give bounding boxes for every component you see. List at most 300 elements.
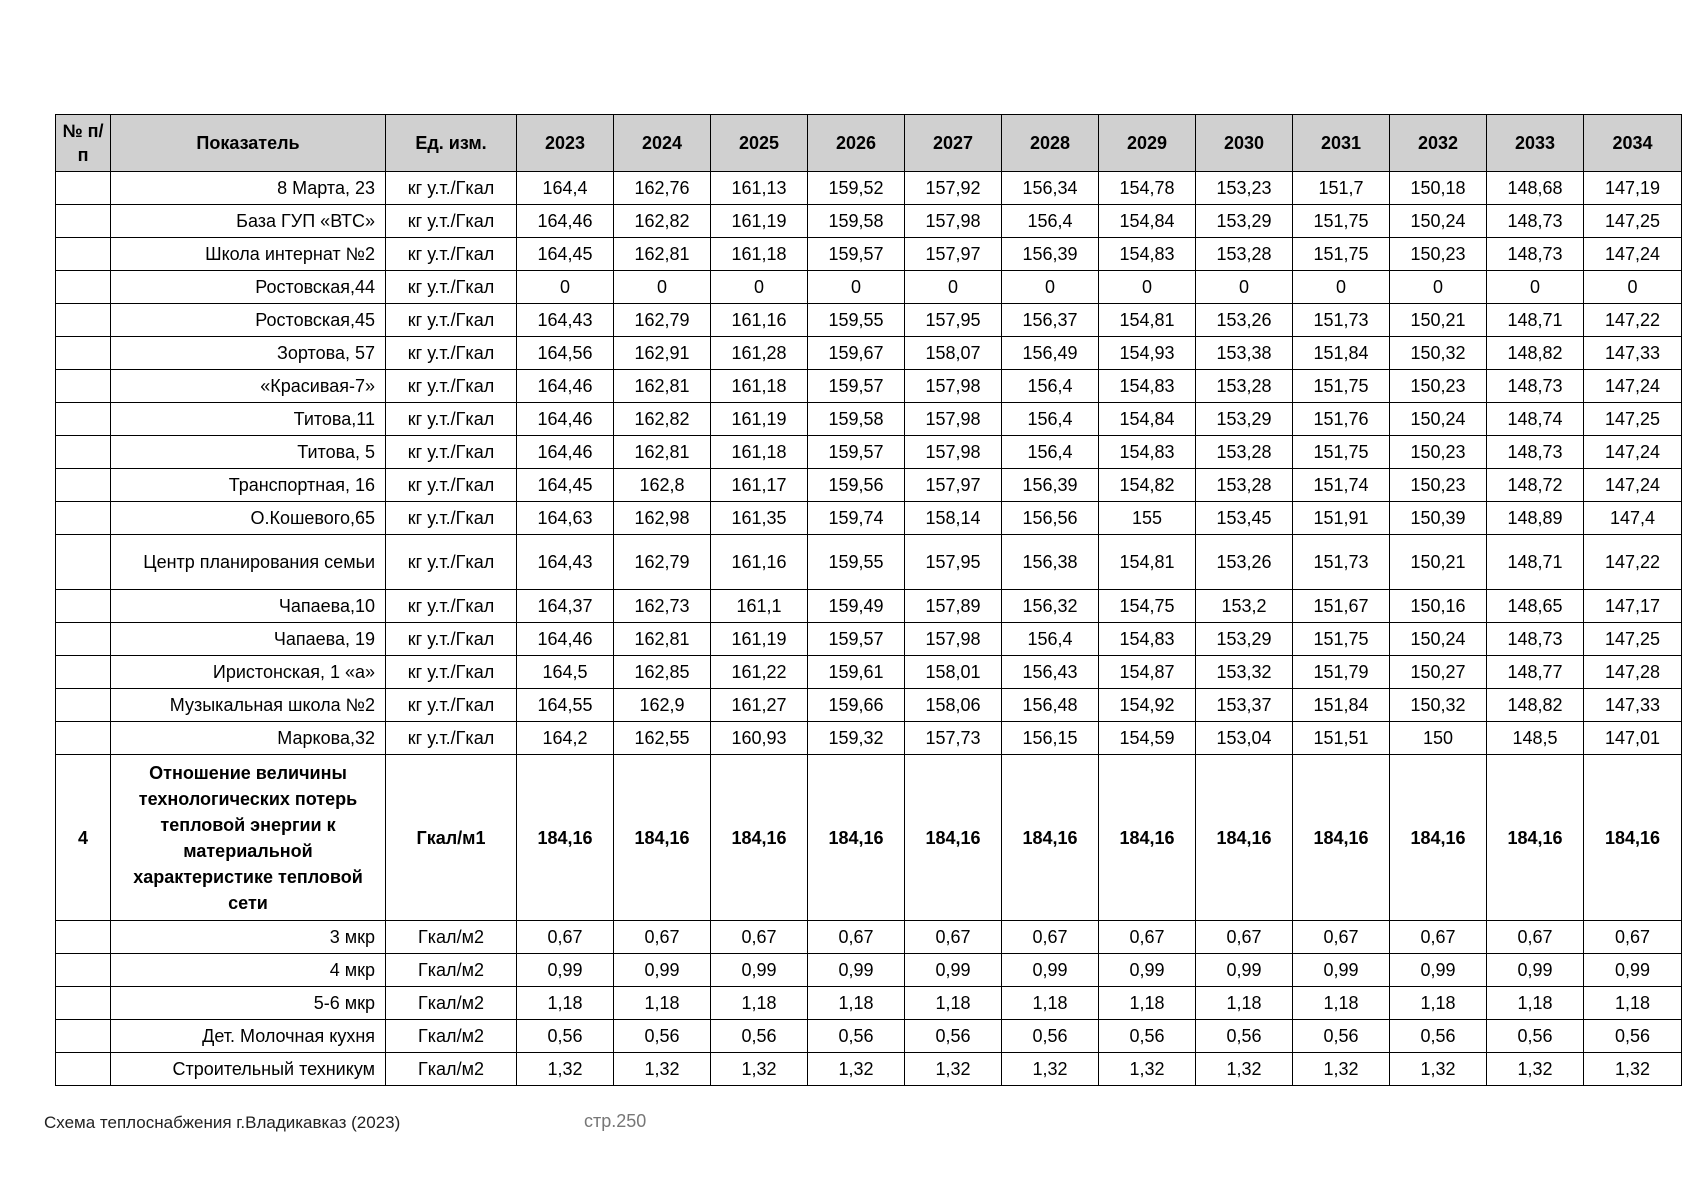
row-unit-cell: Гкал/м2 bbox=[386, 954, 517, 987]
row-value-cell: 0 bbox=[1196, 271, 1293, 304]
row-value-cell: 157,92 bbox=[905, 172, 1002, 205]
row-value-cell: 148,82 bbox=[1487, 689, 1584, 722]
row-value-cell: 1,18 bbox=[517, 987, 614, 1020]
row-value-cell: 156,39 bbox=[1002, 238, 1099, 271]
row-num-cell bbox=[56, 370, 111, 403]
table-section-row bbox=[56, 755, 1682, 921]
row-unit-cell: кг у.т./Гкал bbox=[386, 238, 517, 271]
row-value-cell: 147,17 bbox=[1584, 590, 1682, 623]
row-value-cell: 153,28 bbox=[1196, 436, 1293, 469]
row-value-cell: 0,67 bbox=[905, 921, 1002, 954]
row-value-cell: 154,83 bbox=[1099, 436, 1196, 469]
table-row bbox=[56, 370, 1682, 403]
row-value-cell: 0,99 bbox=[1293, 954, 1390, 987]
row-value-cell: 159,58 bbox=[808, 403, 905, 436]
row-value-cell: 158,07 bbox=[905, 337, 1002, 370]
row-value-cell: 157,98 bbox=[905, 205, 1002, 238]
row-value-cell: 151,75 bbox=[1293, 238, 1390, 271]
row-value-cell: 157,89 bbox=[905, 590, 1002, 623]
row-value-cell: 159,49 bbox=[808, 590, 905, 623]
row-value-cell: 0 bbox=[905, 271, 1002, 304]
row-value-cell: 157,98 bbox=[905, 403, 1002, 436]
row-value-cell: 147,01 bbox=[1584, 722, 1682, 755]
row-indicator-cell: Музыкальная школа №2 bbox=[111, 689, 386, 722]
row-value-cell: 148,73 bbox=[1487, 238, 1584, 271]
row-value-cell: 1,18 bbox=[614, 987, 711, 1020]
row-value-cell: 1,18 bbox=[1487, 987, 1584, 1020]
row-value-cell: 157,95 bbox=[905, 304, 1002, 337]
row-value-cell: 148,71 bbox=[1487, 304, 1584, 337]
row-value-cell: 1,32 bbox=[808, 1053, 905, 1086]
row-indicator-cell: Школа интернат №2 bbox=[111, 238, 386, 271]
row-value-cell: 161,16 bbox=[711, 304, 808, 337]
row-value-cell: 153,26 bbox=[1196, 304, 1293, 337]
row-value-cell: 147,33 bbox=[1584, 689, 1682, 722]
row-value-cell: 161,16 bbox=[711, 535, 808, 590]
row-value-cell: 162,81 bbox=[614, 238, 711, 271]
row-unit-cell: кг у.т./Гкал bbox=[386, 172, 517, 205]
row-value-cell: 184,16 bbox=[1099, 755, 1196, 921]
row-indicator-cell: Дет. Молочная кухня bbox=[111, 1020, 386, 1053]
row-value-cell: 161,27 bbox=[711, 689, 808, 722]
footer-document-title: Схема теплоснабжения г.Владикавказ (2023) bbox=[44, 1113, 401, 1132]
row-value-cell: 148,65 bbox=[1487, 590, 1584, 623]
row-value-cell: 154,78 bbox=[1099, 172, 1196, 205]
row-value-cell: 159,57 bbox=[808, 238, 905, 271]
row-value-cell: 0,56 bbox=[808, 1020, 905, 1053]
row-value-cell: 153,29 bbox=[1196, 205, 1293, 238]
row-num-cell bbox=[56, 1053, 111, 1086]
row-value-cell: 151,73 bbox=[1293, 304, 1390, 337]
row-unit-cell: Гкал/м2 bbox=[386, 921, 517, 954]
row-value-cell: 162,81 bbox=[614, 623, 711, 656]
row-indicator-cell: О.Кошевого,65 bbox=[111, 502, 386, 535]
row-value-cell: 156,37 bbox=[1002, 304, 1099, 337]
row-value-cell: 154,75 bbox=[1099, 590, 1196, 623]
table-row bbox=[56, 172, 1682, 205]
table-row bbox=[56, 238, 1682, 271]
row-unit-cell: кг у.т./Гкал bbox=[386, 337, 517, 370]
row-value-cell: 154,83 bbox=[1099, 623, 1196, 656]
row-value-cell: 151,84 bbox=[1293, 337, 1390, 370]
row-value-cell: 184,16 bbox=[1196, 755, 1293, 921]
row-value-cell: 154,93 bbox=[1099, 337, 1196, 370]
table-row bbox=[56, 469, 1682, 502]
row-value-cell: 148,73 bbox=[1487, 436, 1584, 469]
row-value-cell: 156,4 bbox=[1002, 623, 1099, 656]
row-value-cell: 154,81 bbox=[1099, 304, 1196, 337]
row-value-cell: 148,5 bbox=[1487, 722, 1584, 755]
table-row bbox=[56, 623, 1682, 656]
row-value-cell: 159,74 bbox=[808, 502, 905, 535]
row-value-cell: 0 bbox=[1487, 271, 1584, 304]
row-num-cell bbox=[56, 304, 111, 337]
row-value-cell: 164,46 bbox=[517, 623, 614, 656]
row-value-cell: 157,98 bbox=[905, 623, 1002, 656]
row-value-cell: 150,21 bbox=[1390, 535, 1487, 590]
row-num-cell bbox=[56, 238, 111, 271]
row-value-cell: 153,37 bbox=[1196, 689, 1293, 722]
row-num-cell: 4 bbox=[56, 755, 111, 921]
row-indicator-cell: Иристонская, 1 «а» bbox=[111, 656, 386, 689]
row-value-cell: 151,75 bbox=[1293, 436, 1390, 469]
row-value-cell: 150 bbox=[1390, 722, 1487, 755]
row-value-cell: 154,84 bbox=[1099, 403, 1196, 436]
row-value-cell: 147,28 bbox=[1584, 656, 1682, 689]
row-value-cell: 153,28 bbox=[1196, 370, 1293, 403]
row-num-cell bbox=[56, 502, 111, 535]
row-value-cell: 0 bbox=[1584, 271, 1682, 304]
row-value-cell: 0,99 bbox=[1099, 954, 1196, 987]
row-value-cell: 151,75 bbox=[1293, 205, 1390, 238]
header-year: 2033 bbox=[1487, 115, 1584, 172]
row-value-cell: 156,48 bbox=[1002, 689, 1099, 722]
row-value-cell: 0,67 bbox=[808, 921, 905, 954]
row-value-cell: 154,92 bbox=[1099, 689, 1196, 722]
header-year: 2030 bbox=[1196, 115, 1293, 172]
row-value-cell: 150,18 bbox=[1390, 172, 1487, 205]
row-value-cell: 147,25 bbox=[1584, 403, 1682, 436]
row-value-cell: 184,16 bbox=[1002, 755, 1099, 921]
table-row bbox=[56, 921, 1682, 954]
row-unit-cell: кг у.т./Гкал bbox=[386, 436, 517, 469]
row-indicator-cell: Ростовская,44 bbox=[111, 271, 386, 304]
row-value-cell: 159,56 bbox=[808, 469, 905, 502]
row-value-cell: 0,99 bbox=[1584, 954, 1682, 987]
row-value-cell: 159,32 bbox=[808, 722, 905, 755]
row-indicator-cell: Чапаева, 19 bbox=[111, 623, 386, 656]
row-value-cell: 150,23 bbox=[1390, 370, 1487, 403]
row-value-cell: 151,74 bbox=[1293, 469, 1390, 502]
row-value-cell: 1,18 bbox=[1002, 987, 1099, 1020]
row-value-cell: 147,24 bbox=[1584, 370, 1682, 403]
row-value-cell: 1,32 bbox=[1002, 1053, 1099, 1086]
row-value-cell: 161,19 bbox=[711, 403, 808, 436]
row-value-cell: 184,16 bbox=[614, 755, 711, 921]
row-value-cell: 153,26 bbox=[1196, 535, 1293, 590]
table-row bbox=[56, 304, 1682, 337]
row-value-cell: 156,4 bbox=[1002, 436, 1099, 469]
row-value-cell: 150,23 bbox=[1390, 469, 1487, 502]
row-unit-cell: кг у.т./Гкал bbox=[386, 271, 517, 304]
table-row bbox=[56, 205, 1682, 238]
row-value-cell: 164,45 bbox=[517, 238, 614, 271]
row-value-cell: 161,13 bbox=[711, 172, 808, 205]
header-year: 2029 bbox=[1099, 115, 1196, 172]
row-value-cell: 0,99 bbox=[1196, 954, 1293, 987]
row-value-cell: 0,99 bbox=[1390, 954, 1487, 987]
row-value-cell: 156,15 bbox=[1002, 722, 1099, 755]
row-value-cell: 159,57 bbox=[808, 623, 905, 656]
header-year: 2027 bbox=[905, 115, 1002, 172]
row-value-cell: 150,23 bbox=[1390, 436, 1487, 469]
row-unit-cell: кг у.т./Гкал bbox=[386, 403, 517, 436]
row-indicator-cell: Строительный техникум bbox=[111, 1053, 386, 1086]
row-value-cell: 1,18 bbox=[1293, 987, 1390, 1020]
row-value-cell: 1,18 bbox=[1196, 987, 1293, 1020]
row-value-cell: 150,16 bbox=[1390, 590, 1487, 623]
row-value-cell: 0,56 bbox=[614, 1020, 711, 1053]
row-unit-cell: кг у.т./Гкал bbox=[386, 535, 517, 590]
row-value-cell: 147,25 bbox=[1584, 205, 1682, 238]
row-value-cell: 1,32 bbox=[711, 1053, 808, 1086]
row-value-cell: 0,67 bbox=[1487, 921, 1584, 954]
row-value-cell: 1,32 bbox=[1099, 1053, 1196, 1086]
row-value-cell: 0,67 bbox=[517, 921, 614, 954]
row-value-cell: 154,83 bbox=[1099, 238, 1196, 271]
row-value-cell: 151,79 bbox=[1293, 656, 1390, 689]
row-value-cell: 160,93 bbox=[711, 722, 808, 755]
row-num-cell bbox=[56, 469, 111, 502]
row-value-cell: 0,56 bbox=[905, 1020, 1002, 1053]
row-value-cell: 1,18 bbox=[1099, 987, 1196, 1020]
row-value-cell: 154,82 bbox=[1099, 469, 1196, 502]
row-value-cell: 148,77 bbox=[1487, 656, 1584, 689]
row-indicator-cell: 5-6 мкр bbox=[111, 987, 386, 1020]
row-value-cell: 157,98 bbox=[905, 370, 1002, 403]
row-value-cell: 184,16 bbox=[1487, 755, 1584, 921]
row-value-cell: 148,74 bbox=[1487, 403, 1584, 436]
row-value-cell: 0,99 bbox=[517, 954, 614, 987]
row-value-cell: 184,16 bbox=[1293, 755, 1390, 921]
row-value-cell: 157,97 bbox=[905, 469, 1002, 502]
row-value-cell: 162,85 bbox=[614, 656, 711, 689]
row-value-cell: 1,18 bbox=[808, 987, 905, 1020]
row-value-cell: 156,4 bbox=[1002, 370, 1099, 403]
row-value-cell: 1,32 bbox=[517, 1053, 614, 1086]
row-num-cell bbox=[56, 689, 111, 722]
row-num-cell bbox=[56, 535, 111, 590]
row-value-cell: 159,57 bbox=[808, 370, 905, 403]
row-value-cell: 0 bbox=[1099, 271, 1196, 304]
row-unit-cell: кг у.т./Гкал bbox=[386, 205, 517, 238]
row-value-cell: 148,82 bbox=[1487, 337, 1584, 370]
row-value-cell: 0,67 bbox=[1002, 921, 1099, 954]
row-value-cell: 157,73 bbox=[905, 722, 1002, 755]
row-value-cell: 156,49 bbox=[1002, 337, 1099, 370]
row-value-cell: 0,99 bbox=[905, 954, 1002, 987]
row-value-cell: 156,39 bbox=[1002, 469, 1099, 502]
row-value-cell: 150,39 bbox=[1390, 502, 1487, 535]
row-value-cell: 1,32 bbox=[614, 1053, 711, 1086]
row-num-cell bbox=[56, 921, 111, 954]
row-value-cell: 0 bbox=[1002, 271, 1099, 304]
table-row bbox=[56, 403, 1682, 436]
row-value-cell: 164,55 bbox=[517, 689, 614, 722]
row-value-cell: 162,81 bbox=[614, 436, 711, 469]
row-num-cell bbox=[56, 590, 111, 623]
row-value-cell: 150,32 bbox=[1390, 689, 1487, 722]
row-value-cell: 151,67 bbox=[1293, 590, 1390, 623]
row-value-cell: 162,79 bbox=[614, 535, 711, 590]
row-indicator-cell: Ростовская,45 bbox=[111, 304, 386, 337]
row-indicator-cell: «Красивая-7» bbox=[111, 370, 386, 403]
row-value-cell: 161,18 bbox=[711, 436, 808, 469]
row-value-cell: 0,67 bbox=[1584, 921, 1682, 954]
row-value-cell: 158,01 bbox=[905, 656, 1002, 689]
row-value-cell: 147,22 bbox=[1584, 535, 1682, 590]
row-value-cell: 0,67 bbox=[1293, 921, 1390, 954]
row-unit-cell: Гкал/м1 bbox=[386, 755, 517, 921]
header-year: 2025 bbox=[711, 115, 808, 172]
row-value-cell: 151,75 bbox=[1293, 370, 1390, 403]
row-num-cell bbox=[56, 1020, 111, 1053]
row-num-cell bbox=[56, 205, 111, 238]
row-value-cell: 0,67 bbox=[1196, 921, 1293, 954]
row-unit-cell: кг у.т./Гкал bbox=[386, 623, 517, 656]
row-value-cell: 164,45 bbox=[517, 469, 614, 502]
row-value-cell: 1,32 bbox=[905, 1053, 1002, 1086]
header-year: 2024 bbox=[614, 115, 711, 172]
row-num-cell bbox=[56, 623, 111, 656]
row-value-cell: 0 bbox=[808, 271, 905, 304]
row-value-cell: 161,18 bbox=[711, 238, 808, 271]
row-value-cell: 164,4 bbox=[517, 172, 614, 205]
row-value-cell: 148,73 bbox=[1487, 370, 1584, 403]
header-year: 2034 bbox=[1584, 115, 1682, 172]
row-value-cell: 1,32 bbox=[1196, 1053, 1293, 1086]
row-value-cell: 157,98 bbox=[905, 436, 1002, 469]
row-value-cell: 153,32 bbox=[1196, 656, 1293, 689]
row-value-cell: 184,16 bbox=[905, 755, 1002, 921]
header-year: 2026 bbox=[808, 115, 905, 172]
row-value-cell: 147,22 bbox=[1584, 304, 1682, 337]
row-indicator-cell: Чапаева,10 bbox=[111, 590, 386, 623]
row-value-cell: 153,38 bbox=[1196, 337, 1293, 370]
row-unit-cell: Гкал/м2 bbox=[386, 1020, 517, 1053]
row-value-cell: 147,25 bbox=[1584, 623, 1682, 656]
table-row bbox=[56, 1020, 1682, 1053]
row-num-cell bbox=[56, 337, 111, 370]
row-value-cell: 162,82 bbox=[614, 205, 711, 238]
row-value-cell: 153,23 bbox=[1196, 172, 1293, 205]
row-num-cell bbox=[56, 403, 111, 436]
row-indicator-cell: Зортова, 57 bbox=[111, 337, 386, 370]
row-num-cell bbox=[56, 987, 111, 1020]
row-value-cell: 0,56 bbox=[711, 1020, 808, 1053]
header-year: 2032 bbox=[1390, 115, 1487, 172]
row-value-cell: 0,67 bbox=[1099, 921, 1196, 954]
row-value-cell: 0,99 bbox=[1002, 954, 1099, 987]
row-value-cell: 0 bbox=[1293, 271, 1390, 304]
row-value-cell: 148,72 bbox=[1487, 469, 1584, 502]
row-value-cell: 150,24 bbox=[1390, 205, 1487, 238]
row-num-cell bbox=[56, 656, 111, 689]
row-unit-cell: кг у.т./Гкал bbox=[386, 370, 517, 403]
row-value-cell: 0 bbox=[614, 271, 711, 304]
row-value-cell: 156,4 bbox=[1002, 403, 1099, 436]
row-value-cell: 184,16 bbox=[808, 755, 905, 921]
row-value-cell: 0,56 bbox=[1390, 1020, 1487, 1053]
row-value-cell: 162,8 bbox=[614, 469, 711, 502]
row-value-cell: 154,81 bbox=[1099, 535, 1196, 590]
row-value-cell: 151,84 bbox=[1293, 689, 1390, 722]
row-value-cell: 161,22 bbox=[711, 656, 808, 689]
header-num: № п/п bbox=[56, 115, 111, 172]
header-year: 2028 bbox=[1002, 115, 1099, 172]
row-value-cell: 1,18 bbox=[711, 987, 808, 1020]
row-value-cell: 150,24 bbox=[1390, 403, 1487, 436]
row-value-cell: 158,06 bbox=[905, 689, 1002, 722]
row-value-cell: 1,32 bbox=[1487, 1053, 1584, 1086]
row-value-cell: 164,43 bbox=[517, 535, 614, 590]
row-value-cell: 1,18 bbox=[1584, 987, 1682, 1020]
row-num-cell bbox=[56, 271, 111, 304]
row-value-cell: 164,46 bbox=[517, 436, 614, 469]
row-value-cell: 161,19 bbox=[711, 205, 808, 238]
row-value-cell: 159,58 bbox=[808, 205, 905, 238]
row-value-cell: 0 bbox=[1390, 271, 1487, 304]
row-value-cell: 150,24 bbox=[1390, 623, 1487, 656]
row-value-cell: 0,99 bbox=[808, 954, 905, 987]
table-row bbox=[56, 337, 1682, 370]
row-value-cell: 0,56 bbox=[1293, 1020, 1390, 1053]
row-value-cell: 164,5 bbox=[517, 656, 614, 689]
row-indicator-cell: Отношение величины технологических потерь тепловой энергии к материальной характеристике тепловой сети bbox=[111, 755, 386, 921]
row-value-cell: 161,17 bbox=[711, 469, 808, 502]
row-value-cell: 159,52 bbox=[808, 172, 905, 205]
row-value-cell: 161,18 bbox=[711, 370, 808, 403]
row-value-cell: 164,63 bbox=[517, 502, 614, 535]
table-row bbox=[56, 271, 1682, 304]
row-value-cell: 155 bbox=[1099, 502, 1196, 535]
row-value-cell: 159,55 bbox=[808, 535, 905, 590]
row-value-cell: 147,24 bbox=[1584, 469, 1682, 502]
row-value-cell: 0,56 bbox=[517, 1020, 614, 1053]
row-value-cell: 153,29 bbox=[1196, 623, 1293, 656]
row-value-cell: 150,23 bbox=[1390, 238, 1487, 271]
row-value-cell: 159,57 bbox=[808, 436, 905, 469]
row-value-cell: 151,7 bbox=[1293, 172, 1390, 205]
row-value-cell: 148,68 bbox=[1487, 172, 1584, 205]
row-unit-cell: кг у.т./Гкал bbox=[386, 722, 517, 755]
row-value-cell: 153,2 bbox=[1196, 590, 1293, 623]
row-value-cell: 158,14 bbox=[905, 502, 1002, 535]
row-value-cell: 162,91 bbox=[614, 337, 711, 370]
row-num-cell bbox=[56, 954, 111, 987]
row-value-cell: 164,2 bbox=[517, 722, 614, 755]
row-value-cell: 151,51 bbox=[1293, 722, 1390, 755]
header-indicator: Показатель bbox=[111, 115, 386, 172]
row-value-cell: 162,82 bbox=[614, 403, 711, 436]
row-value-cell: 148,71 bbox=[1487, 535, 1584, 590]
row-value-cell: 153,28 bbox=[1196, 238, 1293, 271]
row-value-cell: 0,56 bbox=[1487, 1020, 1584, 1053]
row-value-cell: 0,67 bbox=[711, 921, 808, 954]
row-num-cell bbox=[56, 172, 111, 205]
row-value-cell: 150,27 bbox=[1390, 656, 1487, 689]
row-indicator-cell: База ГУП «ВТС» bbox=[111, 205, 386, 238]
row-value-cell: 154,59 bbox=[1099, 722, 1196, 755]
indicator-table bbox=[55, 114, 1682, 1086]
row-value-cell: 154,83 bbox=[1099, 370, 1196, 403]
row-value-cell: 154,84 bbox=[1099, 205, 1196, 238]
row-value-cell: 159,55 bbox=[808, 304, 905, 337]
row-value-cell: 157,97 bbox=[905, 238, 1002, 271]
row-value-cell: 164,56 bbox=[517, 337, 614, 370]
table-row bbox=[56, 1053, 1682, 1086]
table-row bbox=[56, 987, 1682, 1020]
row-unit-cell: кг у.т./Гкал bbox=[386, 502, 517, 535]
row-value-cell: 147,24 bbox=[1584, 238, 1682, 271]
table-body bbox=[56, 172, 1682, 1086]
table-row bbox=[56, 722, 1682, 755]
row-value-cell: 1,18 bbox=[905, 987, 1002, 1020]
row-value-cell: 0,99 bbox=[614, 954, 711, 987]
row-value-cell: 162,76 bbox=[614, 172, 711, 205]
row-unit-cell: кг у.т./Гкал bbox=[386, 590, 517, 623]
row-value-cell: 147,33 bbox=[1584, 337, 1682, 370]
